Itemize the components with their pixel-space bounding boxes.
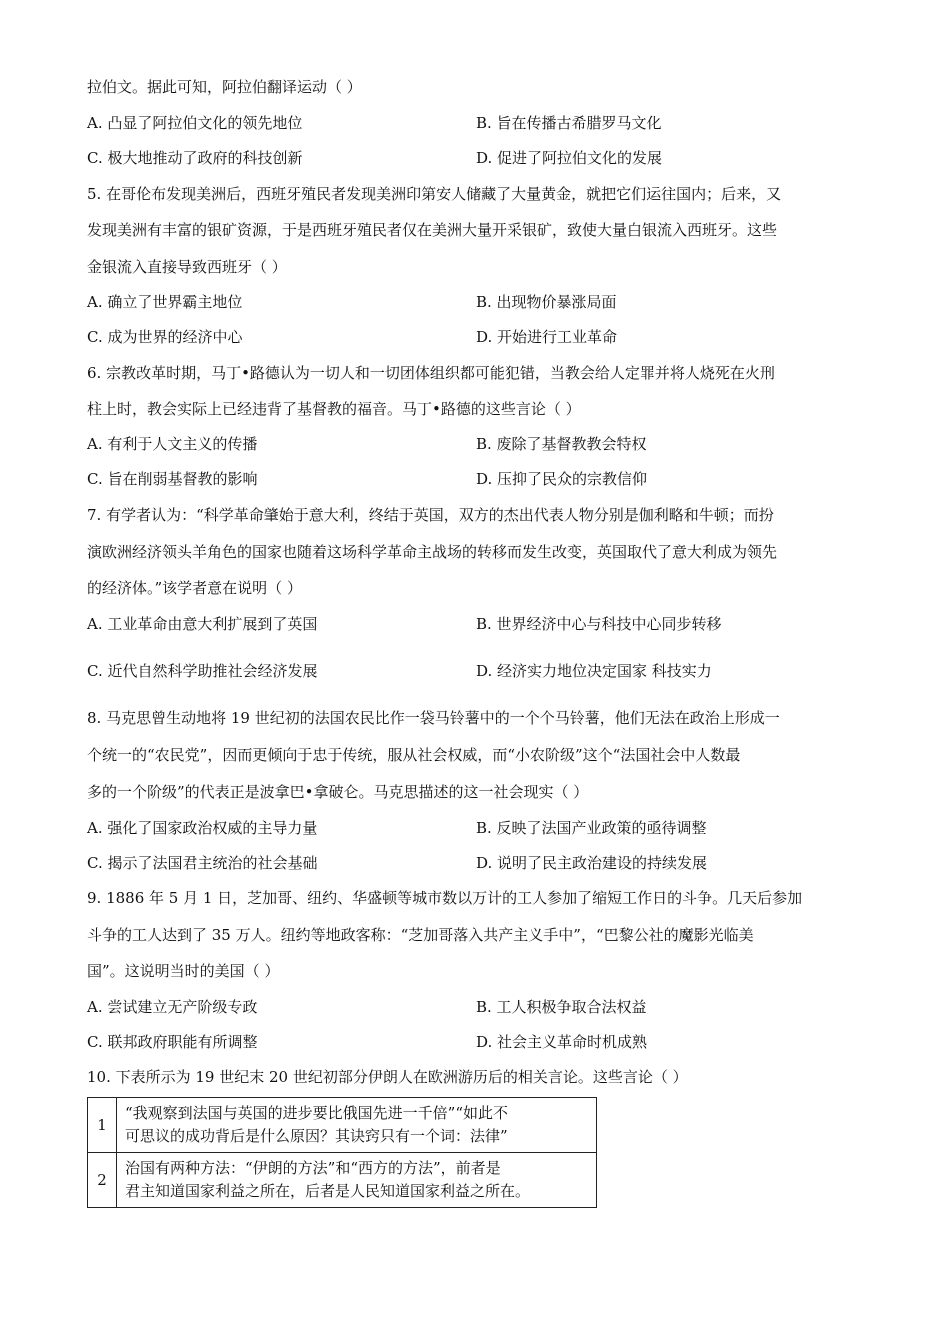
q8-option-d: D. 说明了民主政治建设的持续发展 bbox=[476, 854, 708, 872]
q9-option-b: B. 工人积极争取合法权益 bbox=[476, 998, 647, 1016]
q4-option-b: B. 旨在传播古希腊罗马文化 bbox=[476, 114, 662, 132]
q9-stem-line-1: 9. 1886 年 5 月 1 日，芝加哥、纽约、华盛顿等城市数以万计的工人参加了缩短工作日的斗争。几天后参加 bbox=[87, 889, 803, 907]
q7-option-a: A. 工业革命由意大利扩展到了英国 bbox=[87, 615, 318, 633]
q7-stem-line-3: 的经济体。”该学者意在说明（ ） bbox=[87, 579, 302, 597]
q9-option-d: D. 社会主义革命时机成熟 bbox=[476, 1033, 648, 1051]
q9-stem-line-2: 斗争的工人达到了 35 万人。纽约等地政客称：“芝加哥落入共产主义手中”，“巴黎公社的魔影光临美 bbox=[87, 926, 754, 944]
table-row-text-line: 可思议的成功背后是什么原因？其诀窍只有一个词：法律” bbox=[125, 1127, 508, 1145]
q6-option-c: C. 旨在削弱基督教的影响 bbox=[87, 470, 258, 488]
table-row-text bbox=[117, 1098, 597, 1153]
table-row bbox=[88, 1098, 597, 1153]
q8-option-a: A. 强化了国家政治权威的主导力量 bbox=[87, 819, 318, 837]
q7-option-b: B. 世界经济中心与科技中心同步转移 bbox=[476, 615, 722, 633]
q5-stem-line-1: 5. 在哥伦布发现美洲后，西班牙殖民者发现美洲印第安人储藏了大量黄金，就把它们运往国内；后来，又 bbox=[87, 185, 782, 203]
table-row-text bbox=[117, 1153, 597, 1208]
q5-option-b: B. 出现物价暴涨局面 bbox=[476, 293, 617, 311]
q8-option-b: B. 反映了法国产业政策的亟待调整 bbox=[476, 819, 707, 837]
q9-option-a: A. 尝试建立无产阶级专政 bbox=[87, 998, 258, 1016]
q5-stem-line-2: 发现美洲有丰富的银矿资源，于是西班牙殖民者仅在美洲大量开采银矿，致使大量白银流入西班牙。这些 bbox=[87, 221, 778, 239]
q6-stem-line-2: 柱上时，教会实际上已经违背了基督教的福音。马丁•路德的这些言论（ ） bbox=[87, 400, 581, 418]
q9-stem-line-3: 国”。这说明当时的美国（ ） bbox=[87, 962, 280, 980]
table-row-number: 2 bbox=[88, 1153, 117, 1208]
table-row-number: 1 bbox=[88, 1098, 117, 1153]
q6-option-d: D. 压抑了民众的宗教信仰 bbox=[476, 470, 648, 488]
q7-option-d: D. 经济实力地位决定国家 科技实力 bbox=[476, 662, 712, 680]
q4-option-c: C. 极大地推动了政府的科技创新 bbox=[87, 149, 303, 167]
q6-stem-line-1: 6. 宗教改革时期，马丁•路德认为一切人和一切团体组织都可能犯错，当教会给人定罪并将人烧死在火刑 bbox=[87, 364, 775, 382]
q5-option-d: D. 开始进行工业革命 bbox=[476, 328, 618, 346]
table-row bbox=[88, 1153, 597, 1208]
q7-option-c: C. 近代自然科学助推社会经济发展 bbox=[87, 662, 318, 680]
q8-option-c: C. 揭示了法国君主统治的社会基础 bbox=[87, 854, 318, 872]
q7-stem-line-1: 7. 有学者认为：“科学革命肇始于意大利，终结于英国，双方的杰出代表人物分别是伽利略和牛顿；而扮 bbox=[87, 506, 774, 524]
table-row-text-line: “我观察到法国与英国的进步要比俄国先进一千倍”“如此不 bbox=[125, 1104, 509, 1122]
q8-stem-line-1: 8. 马克思曾生动地将 19 世纪初的法国农民比作一袋马铃薯中的一个个马铃薯，他们无法在政治上形成一 bbox=[87, 709, 780, 727]
table-row-text-line: 君主知道国家利益之所在，后者是人民知道国家利益之所在。 bbox=[125, 1182, 531, 1200]
q8-stem-line-2: 个统一的“农民党”，因而更倾向于忠于传统，服从社会权威，而“小农阶级”这个“法国社会中人数最 bbox=[87, 746, 741, 764]
q9-option-c: C. 联邦政府职能有所调整 bbox=[87, 1033, 258, 1051]
q8-stem-line-3: 多的一个阶级”的代表正是波拿巴•拿破仑。马克思描述的这一社会现实（ ） bbox=[87, 783, 589, 801]
q6-option-a: A. 有利于人文主义的传播 bbox=[87, 435, 258, 453]
q5-stem-line-3: 金银流入直接导致西班牙（ ） bbox=[87, 258, 287, 276]
q5-option-c: C. 成为世界的经济中心 bbox=[87, 328, 243, 346]
q6-option-b: B. 废除了基督教教会特权 bbox=[476, 435, 647, 453]
q4-option-a: A. 凸显了阿拉伯文化的领先地位 bbox=[87, 114, 303, 132]
q10-stem: 10. 下表所示为 19 世纪末 20 世纪初部分伊朗人在欧洲游历后的相关言论。这些言论（ ） bbox=[87, 1068, 688, 1086]
q10-quote-table bbox=[87, 1097, 597, 1208]
q5-option-a: A. 确立了世界霸主地位 bbox=[87, 293, 243, 311]
table-row-text-line: 治国有两种方法：“伊朗的方法”和“西方的方法”，前者是 bbox=[125, 1159, 501, 1177]
q4-option-d: D. 促进了阿拉伯文化的发展 bbox=[476, 149, 663, 167]
q7-stem-line-2: 演欧洲经济领头羊角色的国家也随着这场科学革命主战场的转移而发生改变，英国取代了意大利成为领先 bbox=[87, 543, 778, 561]
q4-stem-tail: 拉伯文。据此可知，阿拉伯翻译运动（ ） bbox=[87, 78, 362, 96]
